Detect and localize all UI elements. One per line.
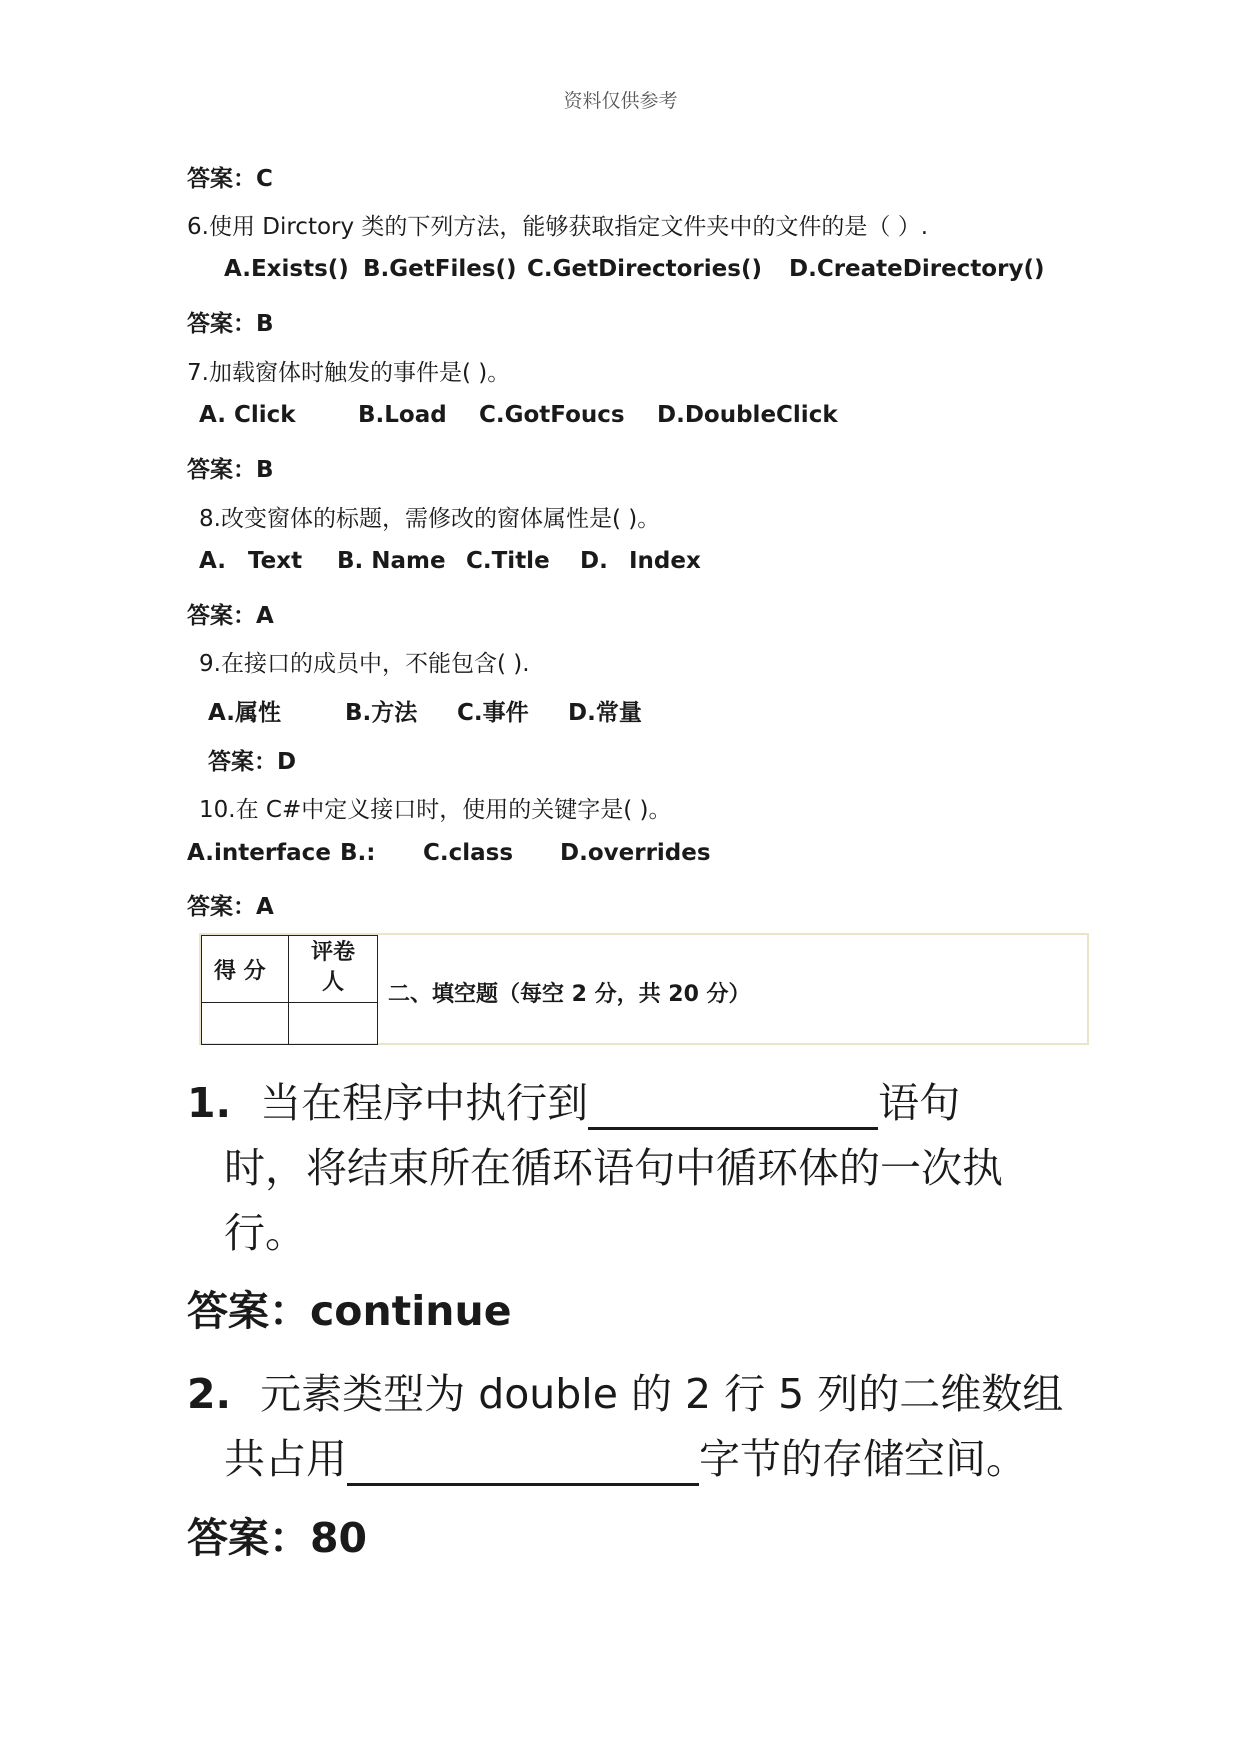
fill-q2-blank[interactable] <box>347 1435 699 1486</box>
q8-option-d-text: Index <box>629 548 701 574</box>
score-value-cell[interactable] <box>201 1002 289 1045</box>
question-6: 6.使用 Dirctory 类的下列方法，能够获取指定文件夹中的文件的是（ ）. <box>187 214 929 240</box>
q8-option-a: A. <box>199 548 226 574</box>
fill-q1-blank[interactable] <box>588 1079 878 1130</box>
q10-option-a: A.interface <box>187 840 331 866</box>
question-7: 7.加载窗体时触发的事件是( )。 <box>187 360 511 386</box>
question-8: 8.改变窗体的标题，需修改的窗体属性是( )。 <box>199 506 661 532</box>
fill-q1-line2: 时，将结束所在循环语句中循环体的一次执 <box>224 1144 1003 1192</box>
answer-9: 答案：D <box>208 749 297 775</box>
fill-q2-number: 2. <box>187 1370 232 1418</box>
score-label: 得 分 <box>214 959 266 984</box>
q6-option-d: D.CreateDirectory() <box>789 256 1045 282</box>
fill-answer-2: 答案：80 <box>187 1514 368 1562</box>
answer-7: 答案：B <box>187 457 274 483</box>
fill-q1-text-b: 语句 <box>878 1079 961 1127</box>
score-header-cell <box>201 935 289 1003</box>
q6-option-a: A.Exists() <box>224 256 349 282</box>
answer-8: 答案：A <box>187 603 274 629</box>
grader-label-line2: 人 <box>321 970 344 995</box>
q8-option-c: C.Title <box>466 548 550 574</box>
grader-label-line1: 评卷 <box>310 940 355 965</box>
fill-q2-line2 <box>224 1426 1027 1486</box>
grader-value-cell[interactable] <box>288 1002 378 1045</box>
answer-6: 答案：B <box>187 311 274 337</box>
q7-option-b: B.Load <box>358 402 447 428</box>
fill-q1-text-a: 当在程序中执行到 <box>260 1079 589 1127</box>
fill-q2-text-a: 共占用 <box>224 1435 347 1483</box>
fill-q1-line3: 行。 <box>224 1209 306 1257</box>
q7-option-d: D.DoubleClick <box>657 402 838 428</box>
fill-q1-line1 <box>187 1070 960 1130</box>
fill-q1-number: 1. <box>187 1079 232 1127</box>
question-10: 10.在 C#中定义接口时，使用的关键字是( )。 <box>199 797 672 823</box>
grader-header-cell <box>288 935 378 1003</box>
answer-10: 答案：A <box>187 894 274 920</box>
section-title: 二、填空题（每空 2 分，共 20 分） <box>388 982 751 1007</box>
q6-option-c: C.GetDirectories() <box>527 256 762 282</box>
fill-answer-1: 答案：continue <box>187 1287 512 1335</box>
q8-option-d: D. <box>580 548 608 574</box>
q9-option-b: B.方法 <box>345 700 418 726</box>
q9-option-c: C.事件 <box>457 700 529 726</box>
answer-5: 答案：C <box>187 166 273 192</box>
q8-option-b: B. Name <box>337 548 446 574</box>
page-header: 资料仅供参考 <box>563 90 678 112</box>
q6-option-b: B.GetFiles() <box>363 256 517 282</box>
q7-option-c: C.GotFoucs <box>479 402 625 428</box>
q10-option-b: B.: <box>340 840 376 866</box>
q9-option-d: D.常量 <box>568 700 642 726</box>
q10-option-d: D.overrides <box>560 840 711 866</box>
q8-option-a-text: Text <box>248 548 303 574</box>
fill-q2-text-b: 字节的存储空间。 <box>699 1435 1027 1483</box>
score-table <box>199 933 1089 1045</box>
q7-option-a: A. Click <box>199 402 296 428</box>
fill-q2-text: 元素类型为 double 的 2 行 5 列的二维数组 <box>260 1370 1064 1418</box>
fill-q2-line1 <box>187 1361 1063 1420</box>
q10-option-c: C.class <box>423 840 514 866</box>
q9-option-a: A.属性 <box>208 700 281 726</box>
question-9: 9.在接口的成员中，不能包含( ). <box>199 651 530 677</box>
